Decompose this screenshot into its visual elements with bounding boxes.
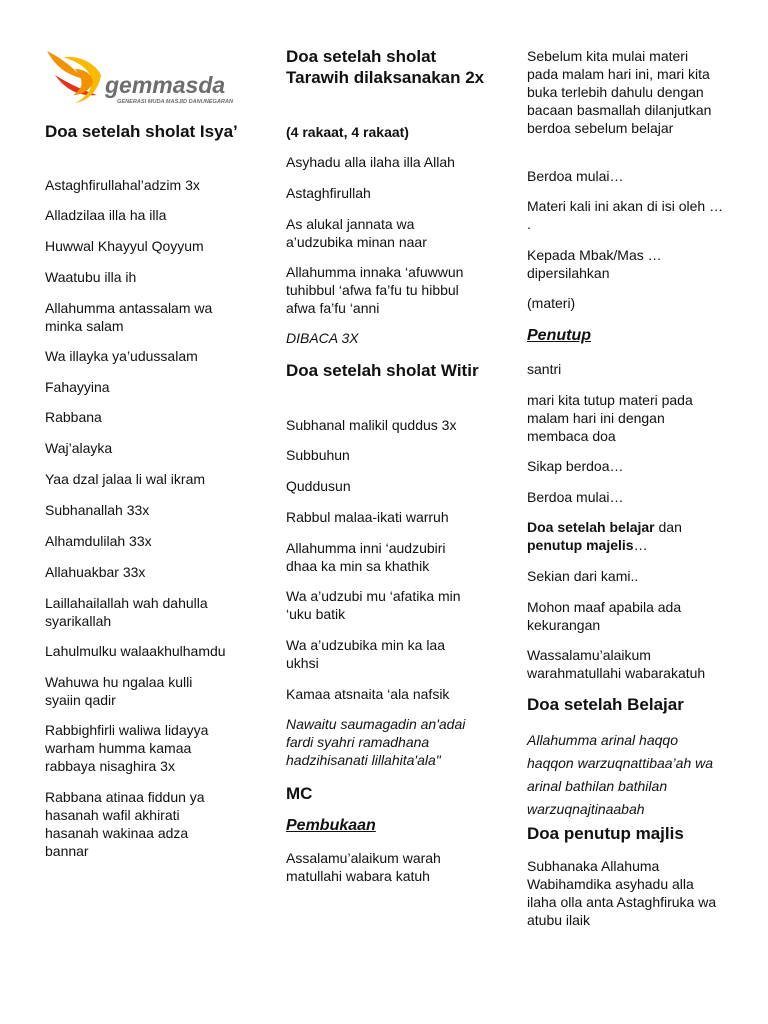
berdoa-text: Berdoa mulai… <box>527 168 624 184</box>
dua-line: Waatubu illa ih <box>45 269 137 285</box>
sikap-text: Sikap berdoa… <box>527 458 624 474</box>
dua-line: Kamaa atsnaita ‘ala nafsik <box>286 686 450 702</box>
penutup-heading: Penutup <box>527 327 591 344</box>
section-title-majlis: Doa penutup majlis <box>527 824 684 843</box>
dua-line: Wahuwa hu ngalaa kulli syaiin qadir <box>45 674 193 708</box>
dua-line: Rabbighfirli waliwa lidayya warham humma kamaa rabbaya nisaghira 3x <box>45 722 209 774</box>
tutup-text: mari kita tutup materi pada malam hari ini dengan membaca doa <box>527 392 693 444</box>
doa-belajar-text: Allahumma arinal haqqo haqqon warzuqnattibaa’ah wa arinal bathilan bathilan warzuqnajtinaabah <box>527 732 714 817</box>
dua-line: Rabbana atinaa fiddun ya hasanah wafil akhirati hasanah wakinaa adza bannar <box>45 789 205 859</box>
logo-flame-icon <box>45 45 250 107</box>
dua-line: Huwwal Khayyul Qoyyum <box>45 238 204 254</box>
dua-line: Alladzilaa illa ha illa <box>45 207 167 223</box>
dua-line: Subbuhun <box>286 447 350 463</box>
materi-isi-text: Materi kali ini akan di isi oleh … . <box>527 198 724 232</box>
section-title-tarawih: Doa setelah sholat Tarawih dilaksanakan 2x <box>286 47 485 87</box>
penutup-majelis-bold: penutup majelis <box>527 537 634 553</box>
section-subtitle: (4 rakaat, 4 rakaat) <box>286 124 409 140</box>
dua-line: Waj’alayka <box>45 440 113 456</box>
section-title-belajar: Doa setelah Belajar <box>527 695 684 714</box>
dua-line: Allahumma antassalam wa minka salam <box>45 300 213 334</box>
dibaca-note: DIBACA 3X <box>286 330 359 346</box>
intro-text: Sebelum kita mulai materi pada malam hari ini, mari kita buka terlebih dahulu dengan bacaan basmallah dilanjutkan berdoa sebelum belajar <box>527 48 712 136</box>
dua-line: Wa a’udzubi mu ‘afatika min ‘uku batik <box>286 588 461 622</box>
dua-line: Asyhadu alla ilaha illa Allah <box>286 154 455 170</box>
wassalam-text: Wassalamu’alaikum warahmatullahi wabarakatuh <box>527 647 706 681</box>
dua-line: Quddusun <box>286 478 351 494</box>
dua-line: As alukal jannata wa a’udzubika minan naar <box>286 216 427 250</box>
dua-line: Subhanal malikil quddus 3x <box>286 417 457 433</box>
dua-line: Allahumma innaka ‘afuwwun tuhibbul ‘afwa fa’fu tu hibbul afwa fa’fu ‘anni <box>286 264 464 316</box>
dua-line: Astaghfirullah <box>286 185 371 201</box>
dua-line: Lahulmulku walaakhulhamdu <box>45 643 226 659</box>
dua-line: Alhamdulilah 33x <box>45 533 152 549</box>
mohon-text: Mohon maaf apabila ada kekurangan <box>527 599 682 633</box>
doa-instruction-end: … <box>633 537 648 553</box>
sekian-text: Sekian dari kami.. <box>527 568 639 584</box>
section-title-isya: Doa setelah sholat Isya’ <box>45 122 238 141</box>
dua-line: Subhanallah 33x <box>45 502 150 518</box>
dua-line: Laillahailallah wah dahulla syarikallah <box>45 595 208 629</box>
salam-opening: Assalamu’alaikum warah matullahi wabara katuh <box>286 850 441 884</box>
dua-line: Wa a’udzubika min ka laa ukhsi <box>286 637 446 671</box>
dua-line: Wa illayka ya’udussalam <box>45 348 198 364</box>
doa-belajar-bold: Doa setelah belajar <box>527 519 655 535</box>
dua-line: Allahumma inni ‘audzubiri dhaa ka min sa khathik <box>286 540 446 574</box>
section-title-witir: Doa setelah sholat Witir <box>286 361 479 380</box>
dua-line: Astaghfirullahal’adzim 3x <box>45 177 200 193</box>
berdoa-mulai-text: Berdoa mulai… <box>527 489 624 505</box>
dua-line: Fahayyina <box>45 379 110 395</box>
logo-tagline: GENERASI MUDA MASJID DANUNEGARAN <box>117 99 234 105</box>
dua-line: Rabbana <box>45 409 102 425</box>
doa-instruction-mid: dan <box>654 519 682 535</box>
kepada-text: Kepada Mbak/Mas … dipersilahkan <box>527 247 662 281</box>
dua-line: Yaa dzal jalaa li wal ikram <box>45 471 206 487</box>
santri-text: santri <box>527 361 562 377</box>
doa-instruction <box>527 518 717 554</box>
dua-line: Rabbul malaa-ikati warruh <box>286 509 449 525</box>
pembukaan-heading: Pembukaan <box>286 817 376 834</box>
logo-brand-text: gemmasda <box>105 72 226 98</box>
dua-line: Allahuakbar 33x <box>45 564 146 580</box>
gemmasda-logo <box>45 45 250 107</box>
doa-majlis-text: Subhanaka Allahuma Wabihamdika asyhadu alla ilaha olla anta Astaghfiruka wa atubu ilaik <box>527 858 717 928</box>
materi-text: (materi) <box>527 295 576 311</box>
niat-puasa: Nawaitu saumagadin an'adai fardi syahri ramadhana hadzihisanati lillahita'ala" <box>286 716 466 768</box>
mc-heading: MC <box>286 784 313 803</box>
